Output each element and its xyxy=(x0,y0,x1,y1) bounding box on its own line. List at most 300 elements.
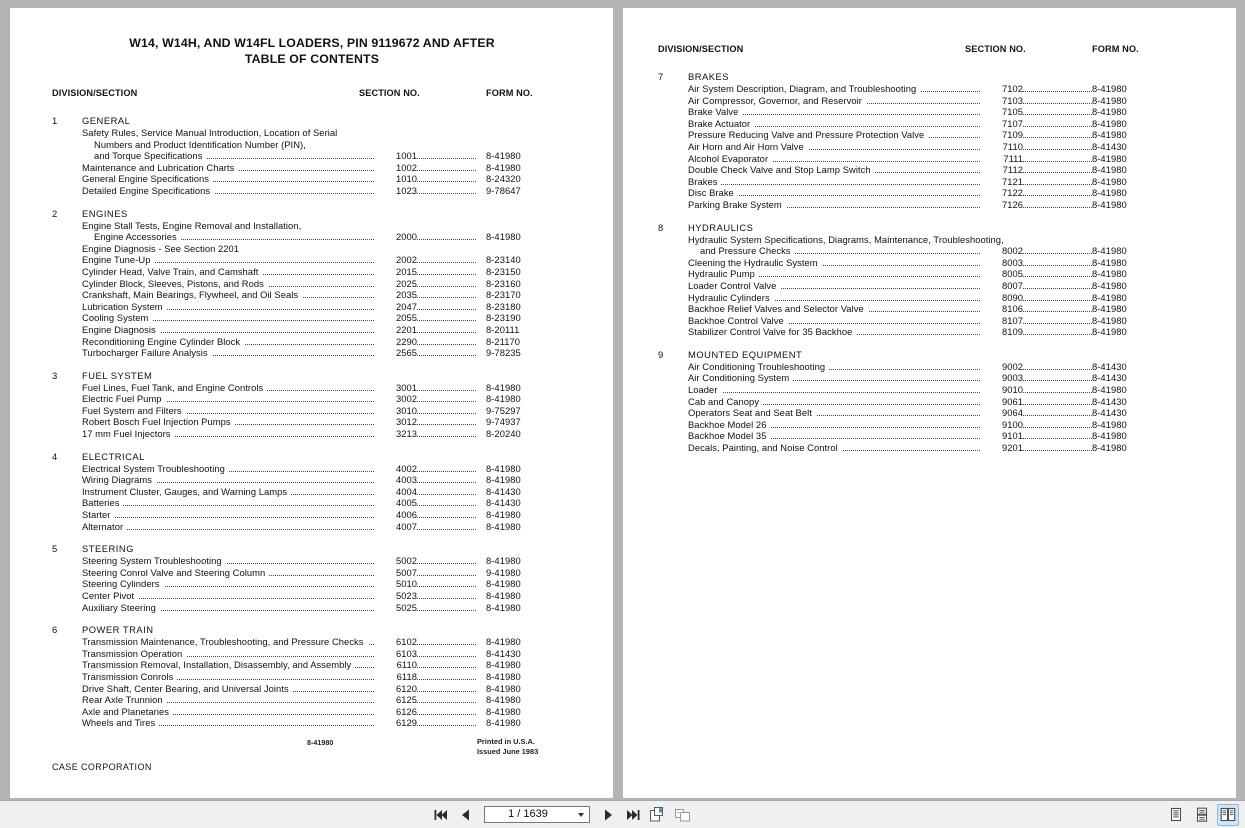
toc-entry[interactable] xyxy=(658,257,1188,269)
toc-division-heading[interactable] xyxy=(658,222,1188,234)
toc-entry-section-number: 6126 xyxy=(374,706,417,718)
toc-entry[interactable] xyxy=(658,280,1188,292)
toc-entry-form-number: 8-41980 xyxy=(1092,442,1127,454)
toc-entry-section-number: 5002 xyxy=(374,555,417,567)
toc-entry-form-number: 9-75297 xyxy=(486,404,521,416)
toc-entry-label: Brake Actuator xyxy=(688,117,751,129)
toc-entry-section-number: 7126 xyxy=(980,199,1023,211)
toc-division-heading[interactable] xyxy=(52,624,572,636)
toc-entry[interactable] xyxy=(52,578,572,590)
toc-entry-form-number: 8-23150 xyxy=(486,265,521,277)
toc-entry-section-number: 6120 xyxy=(374,683,417,695)
toc-entry-section-number: 2047 xyxy=(374,301,417,313)
toc-entry-section-number: 1002 xyxy=(374,162,417,174)
toc-entry[interactable] xyxy=(658,303,1188,315)
toc-entry-form-number: 8-41980 xyxy=(1092,175,1127,187)
toc-entry-section-number: 4004 xyxy=(374,486,417,498)
toc-entry-form-number: 8-41980 xyxy=(1092,256,1127,268)
toc-entry-label: Transmission Maintenance, Troubleshooting, and Pressure Checks xyxy=(82,636,364,648)
toc-entry[interactable] xyxy=(52,555,572,567)
pdf-page-right[interactable] xyxy=(623,8,1236,798)
toc-entry[interactable] xyxy=(658,430,1188,442)
toc-entry[interactable] xyxy=(52,428,572,440)
toc-entry-label: Reconditioning Engine Cylinder Block xyxy=(82,335,241,347)
toc-entry-label: Cylinder Head, Valve Train, and Camshaft xyxy=(82,265,259,277)
footer-form-number: 8-41980 xyxy=(307,738,334,747)
toc-entry-form-number: 9-74937 xyxy=(486,416,521,428)
toc-entry[interactable] xyxy=(658,384,1188,396)
toc-entry[interactable] xyxy=(52,139,572,151)
toc-entry-form-number: 8-41980 xyxy=(486,590,521,601)
toc-entry-form-number: 8-41980 xyxy=(1092,279,1127,291)
toc-entry-label: Lubrication System xyxy=(82,300,163,312)
toc-leader-dots xyxy=(688,187,1092,199)
toc-entry-section-number: 8107 xyxy=(980,315,1023,327)
toc-entry-form-number: 8-41980 xyxy=(486,520,521,532)
toc-entry-form-number: 8-41980 xyxy=(486,231,521,243)
toc-division-name: FUEL SYSTEM xyxy=(82,369,153,381)
toc-entry[interactable] xyxy=(52,590,572,602)
toc-entry-form-number: 8-41980 xyxy=(486,509,521,521)
toc-entry-form-number: 8-41980 xyxy=(1092,418,1127,430)
toc-entry[interactable] xyxy=(52,220,572,232)
toc-division-number: 6 xyxy=(52,624,58,636)
toc-entry[interactable] xyxy=(658,292,1188,304)
toc-entry-form-number: 8-41430 xyxy=(486,485,521,497)
toc-entry-section-number: 7121 xyxy=(980,176,1023,188)
toc-entry[interactable] xyxy=(658,187,1188,199)
toc-entry-form-number: 8-41430 xyxy=(486,497,521,509)
toc-entry[interactable] xyxy=(52,231,572,243)
toc-entry-section-number: 5007 xyxy=(374,567,417,579)
toc-entry-section-number: 2290 xyxy=(374,336,417,348)
toc-entry-form-number: 8-20111 xyxy=(486,323,520,335)
toc-entry[interactable] xyxy=(52,683,572,695)
right-page-content xyxy=(658,44,1188,454)
toc-entry[interactable] xyxy=(52,266,572,278)
left-toc-divisions xyxy=(52,115,572,729)
toc-entry-label: Backhoe Relief Valves and Selector Valve xyxy=(688,303,864,315)
toc-entry-section-number: 4002 xyxy=(374,463,417,475)
toc-entry-label: Backhoe Model 35 xyxy=(688,430,767,442)
division-spacer xyxy=(658,211,1188,222)
toc-entry-label: Wheels and Tires xyxy=(82,717,156,729)
toc-entry[interactable] xyxy=(52,347,572,359)
toc-entry-label: Engine Tune-Up xyxy=(82,254,151,266)
toc-entry-form-number: 8-41430 xyxy=(1092,140,1127,152)
toc-entry-section-number: 3001 xyxy=(374,382,417,394)
toc-entry[interactable] xyxy=(658,118,1188,130)
toc-entry[interactable] xyxy=(658,372,1188,384)
toc-entry[interactable] xyxy=(52,602,572,614)
toc-entry-label: Hydraulic Pump xyxy=(688,268,755,280)
toc-entry-label: Air Compressor, Governor, and Reservoir xyxy=(688,94,862,106)
toc-entry[interactable] xyxy=(52,289,572,301)
view-mode-group xyxy=(1165,801,1239,828)
toc-entry-section-number: 4007 xyxy=(374,521,417,533)
toc-division xyxy=(52,543,572,613)
toc-entry-section-number: 6102 xyxy=(374,636,417,648)
footer-printed-info xyxy=(477,737,538,756)
division-spacer xyxy=(52,532,572,543)
toc-entry[interactable] xyxy=(52,254,572,266)
toc-entry-section-number: 2015 xyxy=(374,266,417,278)
first-page-button[interactable] xyxy=(430,804,452,826)
toc-entry-label: Drive Shaft, Center Bearing, and Universal Joints xyxy=(82,682,289,694)
division-spacer xyxy=(52,440,572,451)
toc-division-heading[interactable] xyxy=(658,71,1188,83)
toc-entry-section-number: 5010 xyxy=(374,578,417,590)
toc-entry-section-number: 2000 xyxy=(374,231,417,243)
document-title-line2: TABLE OF CONTENTS xyxy=(244,51,380,66)
toc-entry-label: Air Horn and Air Horn Valve xyxy=(688,140,804,152)
toc-entry-form-number: 8-41980 xyxy=(1092,187,1127,199)
toc-entry-section-number: 1001 xyxy=(374,150,417,162)
toc-entry-section-number: 5025 xyxy=(374,602,417,614)
toc-entry-label: Parking Brake System xyxy=(688,198,782,210)
toc-entry-label: Transmission Conrols xyxy=(82,670,174,682)
toc-entry-section-number: 2002 xyxy=(374,254,417,266)
toc-division-heading[interactable] xyxy=(52,543,572,555)
toc-entry-label: Engine Stall Tests, Engine Removal and Installation, xyxy=(82,219,302,231)
toc-entry-section-number: 2055 xyxy=(374,312,417,324)
toc-entry-label: Wiring Diagrams xyxy=(82,474,153,486)
toc-entry-label: Starter xyxy=(82,509,111,521)
add-bookmark-button[interactable] xyxy=(647,804,669,826)
toc-entry[interactable] xyxy=(658,315,1188,327)
toc-division xyxy=(658,349,1188,454)
toc-entry-form-number: 8-41980 xyxy=(1092,164,1127,176)
toc-entry[interactable] xyxy=(52,382,572,394)
toc-entry[interactable] xyxy=(658,153,1188,165)
toc-entry[interactable] xyxy=(52,312,572,324)
toc-entry-form-number: 8-41980 xyxy=(486,462,521,474)
column-header-section-no: SECTION NO. xyxy=(965,44,1026,54)
toc-entry[interactable] xyxy=(658,164,1188,176)
toc-entry-form-number: 8-41430 xyxy=(1092,395,1127,407)
toc-division-name: HYDRAULICS xyxy=(688,221,754,233)
last-page-button[interactable] xyxy=(622,804,644,826)
toc-entry-form-number: 8-41980 xyxy=(486,636,521,648)
toc-entry-label: Transmission Removal, Installation, Disassembly, and Assembly xyxy=(82,659,352,671)
toc-entry-label: Maintenance and Lubrication Charts xyxy=(82,161,235,173)
chevron-down-icon[interactable] xyxy=(578,813,584,817)
toc-entry-form-number: 8-41430 xyxy=(1092,372,1127,384)
column-header-form-no: FORM NO. xyxy=(1092,44,1139,54)
toc-division-heading[interactable] xyxy=(52,451,572,463)
view-single-page-button[interactable] xyxy=(1165,804,1187,826)
toc-entry-label: Brakes xyxy=(688,175,718,187)
toc-entry[interactable] xyxy=(52,416,572,428)
toc-entry[interactable] xyxy=(658,442,1188,454)
toc-entry-section-number: 7112 xyxy=(980,164,1023,176)
toc-entry[interactable] xyxy=(658,106,1188,118)
toc-entry[interactable] xyxy=(52,648,572,660)
toc-entry-section-number: 9010 xyxy=(980,384,1023,396)
toc-entry[interactable] xyxy=(658,176,1188,188)
toc-entry[interactable] xyxy=(658,361,1188,373)
toc-entry-section-number: 9201 xyxy=(980,442,1023,454)
toc-entry[interactable] xyxy=(658,245,1188,257)
toc-entry[interactable] xyxy=(52,162,572,174)
toc-entry-label: Numbers and Product Identification Number (PIN), xyxy=(94,138,306,150)
toc-division-name: ENGINES xyxy=(82,207,128,219)
toc-division-number: 1 xyxy=(52,115,58,126)
toc-entry-form-number: 9-41980 xyxy=(486,566,521,578)
footer-corporation: CASE CORPORATION xyxy=(52,762,152,772)
toc-entry[interactable] xyxy=(52,405,572,417)
right-toc-divisions xyxy=(658,71,1188,454)
toc-entry-label: Turbocharger Failure Analysis xyxy=(82,347,208,359)
share-button[interactable] xyxy=(672,804,694,826)
toc-entry-section-number: 8109 xyxy=(980,326,1023,338)
toc-entry[interactable] xyxy=(658,268,1188,280)
view-two-up-button[interactable] xyxy=(1217,804,1239,826)
toc-entry-form-number: 8-41980 xyxy=(486,393,521,405)
toc-entry-form-number: 8-23190 xyxy=(486,312,521,324)
pdf-page-left[interactable] xyxy=(10,8,613,798)
toc-entry-label: Cab and Canopy xyxy=(688,395,760,407)
toc-entry-form-number: 8-41980 xyxy=(486,474,521,486)
toc-division-number: 8 xyxy=(658,221,664,233)
column-header-form-no: FORM NO. xyxy=(486,88,533,98)
toc-entry-label: Robert Bosch Fuel Injection Pumps xyxy=(82,416,231,428)
toc-entry[interactable] xyxy=(52,336,572,348)
toc-division-name: ELECTRICAL xyxy=(82,450,145,462)
toc-division xyxy=(658,222,1188,338)
toc-entry-label: Engine Diagnosis xyxy=(82,323,156,335)
toc-entry[interactable] xyxy=(658,326,1188,338)
toc-entry-form-number: 8-41980 xyxy=(1092,83,1127,94)
toc-division xyxy=(52,624,572,729)
toc-entry-form-number: 8-41980 xyxy=(1092,94,1127,106)
toc-entry-label: Electrical System Troubleshooting xyxy=(82,462,225,474)
toc-entry[interactable] xyxy=(52,636,572,648)
toc-entry-form-number: 8-41980 xyxy=(486,717,521,729)
toc-entry[interactable] xyxy=(658,407,1188,419)
toc-entry-form-number: 8-23180 xyxy=(486,300,521,312)
toc-entry-section-number: 4006 xyxy=(374,509,417,521)
viewer-toolbar xyxy=(0,800,1245,828)
toc-entry-form-number: 8-24320 xyxy=(486,173,521,185)
toc-entry-label: Hydraulic System Specifications, Diagrams, Maintenance, Troubleshooting, xyxy=(688,233,1004,245)
toc-entry-form-number: 8-41430 xyxy=(1092,360,1127,372)
previous-page-button[interactable] xyxy=(455,804,477,826)
toc-division xyxy=(52,370,572,440)
toc-entry-section-number: 7110 xyxy=(980,141,1023,153)
column-header-division: DIVISION/SECTION xyxy=(658,44,744,54)
toc-entry-section-number: 8090 xyxy=(980,292,1023,304)
toc-entry-label: Cleening the Hydraulic System xyxy=(688,256,818,268)
toc-division xyxy=(658,71,1188,211)
toc-entry-form-number: 8-41980 xyxy=(1092,245,1127,257)
toc-division-number: 3 xyxy=(52,369,58,381)
document-title xyxy=(52,36,572,67)
toc-entry-label: and Torque Specifications xyxy=(94,150,203,162)
toc-entry[interactable] xyxy=(658,129,1188,141)
division-spacer xyxy=(658,338,1188,349)
toc-entry-section-number: 8002 xyxy=(980,245,1023,257)
toc-entry[interactable] xyxy=(52,671,572,683)
toc-entry[interactable] xyxy=(658,83,1188,95)
document-title-line1: W14, W14H, AND W14FL LOADERS, PIN 9119672 AND AFTER xyxy=(129,36,495,50)
toc-entry-form-number: 8-41980 xyxy=(486,150,521,162)
toc-entry-form-number: 9-78235 xyxy=(486,347,521,359)
toc-entry-section-number: 2035 xyxy=(374,289,417,301)
toc-entry-form-number: 8-41980 xyxy=(486,601,521,613)
toc-entry[interactable] xyxy=(658,141,1188,153)
toc-entry-section-number: 7105 xyxy=(980,106,1023,118)
toc-leader-dots xyxy=(688,106,1092,118)
page-number-input[interactable] xyxy=(485,807,571,822)
toc-entry[interactable] xyxy=(52,521,572,533)
toc-entry-form-number: 8-23160 xyxy=(486,277,521,289)
left-column-headers xyxy=(52,88,572,104)
toc-entry[interactable] xyxy=(52,486,572,498)
toc-entry-label: Double Check Valve and Stop Lamp Switch xyxy=(688,164,871,176)
toc-entry-form-number: 8-41980 xyxy=(1092,384,1127,396)
toc-entry-label: Decals, Painting, and Noise Control xyxy=(688,442,838,454)
toc-division-name: STEERING xyxy=(82,543,134,555)
toc-division-name: POWER TRAIN xyxy=(82,624,154,636)
toc-entry-section-number: 2565 xyxy=(374,347,417,359)
toc-entry-section-number: 3010 xyxy=(374,405,417,417)
toc-entry-section-number: 8007 xyxy=(980,280,1023,292)
toc-entry[interactable] xyxy=(658,419,1188,431)
toc-entry[interactable] xyxy=(658,396,1188,408)
toc-entry-label: Disc Brake xyxy=(688,187,734,199)
toc-entry-form-number: 8-41980 xyxy=(486,682,521,694)
toc-entry-label: Alcohol Evaporator xyxy=(688,152,769,164)
view-continuous-button[interactable] xyxy=(1191,804,1213,826)
toc-entry[interactable] xyxy=(52,717,572,729)
toc-entry-section-number: 8003 xyxy=(980,257,1023,269)
toc-division-number: 9 xyxy=(658,348,664,360)
toc-entry-label: Fuel Lines, Fuel Tank, and Engine Controls xyxy=(82,381,264,393)
toc-entry[interactable] xyxy=(52,509,572,521)
toc-entry-section-number: 7109 xyxy=(980,129,1023,141)
toc-entry-section-number: 6110 xyxy=(374,659,417,671)
toc-entry-form-number: 8-41980 xyxy=(1092,117,1127,129)
toc-division-number: 7 xyxy=(658,71,664,82)
toc-entry-form-number: 8-41980 xyxy=(1092,268,1127,280)
toc-division-name: GENERAL xyxy=(82,115,131,126)
toc-entry-label: Instrument Cluster, Gauges, and Warning Lamps xyxy=(82,485,288,497)
toc-entry-section-number: 7107 xyxy=(980,118,1023,130)
toc-entry-section-number: 7102 xyxy=(980,83,1023,95)
toc-entry-section-number: 9100 xyxy=(980,419,1023,431)
toc-entry-section-number: 6125 xyxy=(374,694,417,706)
toc-entry-form-number: 8-23170 xyxy=(486,289,521,301)
toc-entry-form-number: 8-41980 xyxy=(486,161,521,173)
toc-entry-label: Crankshaft, Main Bearings, Flywheel, and Oil Seals xyxy=(82,289,299,301)
left-page-content xyxy=(52,36,572,729)
toc-entry-label: Cooling System xyxy=(82,312,149,324)
page-number-field[interactable] xyxy=(484,806,590,823)
toc-entry-label: Steering Cylinders xyxy=(82,578,160,590)
toc-entry-label: Rear Axle Trunnion xyxy=(82,694,163,706)
page-navigation-group xyxy=(430,801,694,828)
toc-entry[interactable] xyxy=(52,150,572,162)
toc-entry[interactable] xyxy=(52,324,572,336)
toc-entry-label: Alternator xyxy=(82,520,124,532)
toc-entry[interactable] xyxy=(52,127,572,139)
toc-entry-label: Steering System Troubleshooting xyxy=(82,555,222,567)
toc-entry-section-number: 1023 xyxy=(374,185,417,197)
toc-entry-section-number: 7111 xyxy=(980,153,1023,165)
toc-division-heading[interactable] xyxy=(52,115,572,127)
toc-entry-form-number: 8-41980 xyxy=(1092,314,1127,326)
toc-entry-section-number: 7122 xyxy=(980,187,1023,199)
toc-entry[interactable] xyxy=(52,659,572,671)
toc-entry-form-number: 8-41980 xyxy=(486,694,521,706)
toc-entry-form-number: 9-78647 xyxy=(486,184,521,196)
division-spacer xyxy=(52,197,572,208)
toc-entry[interactable] xyxy=(658,95,1188,107)
toc-entry-section-number: 3213 xyxy=(374,428,417,440)
toc-entry-form-number: 8-41980 xyxy=(486,659,521,671)
toc-entry[interactable] xyxy=(52,567,572,579)
toc-entry-label: Cylinder Block, Sleeves, Pistons, and Rods xyxy=(82,277,264,289)
toc-division-heading[interactable] xyxy=(658,349,1188,361)
toc-entry-form-number: 8-21170 xyxy=(486,335,521,347)
toc-entry-section-number: 3012 xyxy=(374,416,417,428)
toc-entry-label: Auxiliary Steering xyxy=(82,601,156,613)
toc-entry-form-number: 8-41980 xyxy=(486,578,521,590)
toc-entry-form-number: 8-41980 xyxy=(1092,106,1127,118)
toc-entry[interactable] xyxy=(52,497,572,509)
toc-entry-label: Backhoe Control Valve xyxy=(688,314,784,326)
toc-entry-label: Backhoe Model 26 xyxy=(688,418,767,430)
toc-division-name: BRAKES xyxy=(688,71,730,82)
toc-entry[interactable] xyxy=(52,278,572,290)
toc-entry[interactable] xyxy=(52,393,572,405)
toc-entry[interactable] xyxy=(52,474,572,486)
toc-entry[interactable] xyxy=(52,463,572,475)
toc-entry[interactable] xyxy=(52,301,572,313)
toc-entry-label: Axle and Planetaries xyxy=(82,705,169,717)
toc-entry-form-number: 8-41980 xyxy=(1092,152,1127,164)
toc-entry[interactable] xyxy=(52,243,572,255)
toc-division-heading[interactable] xyxy=(52,370,572,382)
toc-entry-section-number: 9101 xyxy=(980,430,1023,442)
toc-entry-label: Air Conditioning Troubleshooting xyxy=(688,360,826,372)
toc-entry-form-number: 8-41980 xyxy=(486,381,521,393)
toc-entry-section-number: 6103 xyxy=(374,648,417,660)
toc-entry-label: Pressure Reducing Valve and Pressure Protection Valve xyxy=(688,129,925,141)
toc-entry[interactable] xyxy=(52,694,572,706)
toc-entry-label: Hydraulic Cylinders xyxy=(688,291,770,303)
toc-entry-section-number: 2201 xyxy=(374,324,417,336)
toc-entry[interactable] xyxy=(52,173,572,185)
toc-entry[interactable] xyxy=(52,185,572,197)
toc-entry-section-number: 8106 xyxy=(980,303,1023,315)
toc-entry-form-number: 8-41980 xyxy=(1092,430,1127,442)
column-header-division: DIVISION/SECTION xyxy=(52,88,138,98)
toc-entry[interactable] xyxy=(52,706,572,718)
toc-leader-dots xyxy=(688,176,1092,188)
toc-entry-form-number: 8-41980 xyxy=(1092,303,1127,315)
toc-entry[interactable] xyxy=(658,234,1188,246)
toc-entry-section-number: 3002 xyxy=(374,393,417,405)
toc-entry-form-number: 8-41430 xyxy=(1092,407,1127,419)
toc-entry-form-number: 8-41980 xyxy=(486,555,521,567)
toc-entry[interactable] xyxy=(658,199,1188,211)
toc-division-heading[interactable] xyxy=(52,208,572,220)
next-page-button[interactable] xyxy=(597,804,619,826)
toc-entry-section-number: 9061 xyxy=(980,396,1023,408)
toc-entry-section-number: 9002 xyxy=(980,361,1023,373)
